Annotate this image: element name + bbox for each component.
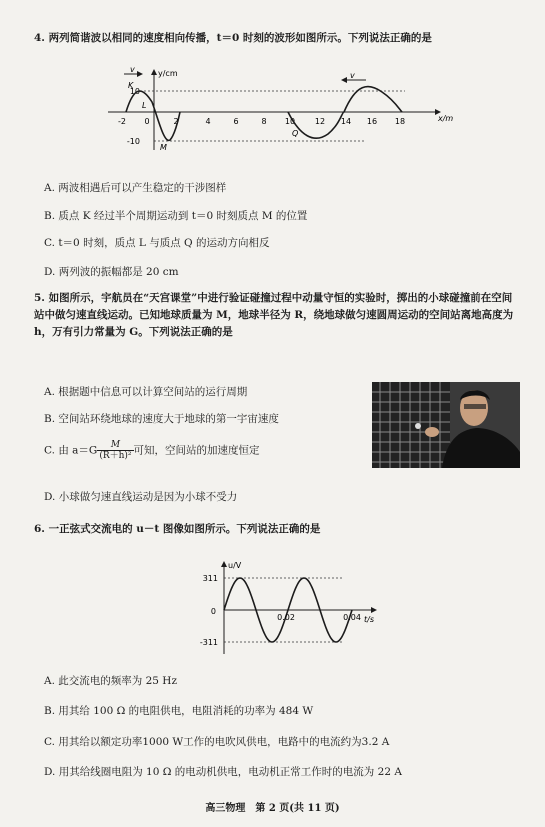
astronaut-photo bbox=[372, 382, 520, 468]
q5-option-a: A. 根据题中信息可以计算空间站的运行周期 bbox=[44, 386, 248, 398]
x-tick: 2 bbox=[173, 117, 179, 126]
x-tick: 4 bbox=[205, 117, 211, 126]
q6-option-c: C. 用其给以额定功率1000 W工作的电吹风供电，电路中的电流约为3.2 A bbox=[44, 736, 390, 748]
x-tick: 12 bbox=[314, 117, 326, 126]
t-axis-label: t/s bbox=[364, 615, 374, 624]
point-m-label: M bbox=[160, 143, 167, 152]
wave-figure bbox=[100, 64, 460, 154]
y-axis-label: y/cm bbox=[158, 69, 178, 78]
u-tick-0: 0 bbox=[210, 607, 216, 616]
question-6-stem: 6. 一正弦式交流电的 u－t 图像如图所示。下列说法正确的是 bbox=[34, 523, 321, 535]
q5-option-d: D. 小球做匀速直线运动是因为小球不受力 bbox=[44, 491, 238, 503]
left-wave bbox=[126, 91, 180, 140]
x-axis-label: x/m bbox=[438, 114, 454, 123]
q5-option-c-suffix: 可知，空间站的加速度恒定 bbox=[133, 444, 260, 457]
q6-option-b: B. 用其给 100 Ω 的电阻供电，电阻消耗的功率为 484 W bbox=[44, 705, 314, 717]
point-q-label: Q bbox=[292, 129, 299, 138]
q4-option-a: A. 两波相遇后可以产生稳定的干涉图样 bbox=[44, 182, 227, 194]
velocity-label-right: v bbox=[350, 71, 355, 80]
x-tick: 6 bbox=[233, 117, 239, 126]
q4-option-c: C. t＝0 时刻，质点 L 与质点 Q 的运动方向相反 bbox=[44, 237, 270, 249]
q4-option-b: B. 质点 K 经过半个周期运动到 t＝0 时刻质点 M 的位置 bbox=[44, 210, 308, 222]
q5-option-c-prefix: C. 由 a＝G bbox=[44, 444, 98, 457]
y-tick-neg10: -10 bbox=[126, 137, 140, 146]
ac-voltage-figure bbox=[186, 556, 386, 656]
astronaut-photo-image bbox=[372, 382, 520, 468]
question-4-stem: 4. 两列简谐波以相同的速度相向传播，t＝0 时刻的波形如图所示。下列说法正确的是 bbox=[34, 32, 432, 44]
formula-fraction bbox=[97, 440, 133, 461]
point-k-label: K bbox=[128, 81, 134, 90]
q5-option-b: B. 空间站环绕地球的速度大于地球的第一宇宙速度 bbox=[44, 413, 279, 425]
u-tick-neg311: -311 bbox=[199, 638, 218, 647]
q4-option-d: D. 两列波的振幅都是 20 cm bbox=[44, 266, 179, 278]
fraction-denominator: (R＋h)² bbox=[99, 451, 132, 461]
t-tick-004: 0.04 bbox=[343, 613, 361, 622]
q5-option-c bbox=[44, 440, 260, 461]
x-tick: 16 bbox=[366, 117, 378, 126]
page-footer: 高三物理 第 2 页(共 11 页) bbox=[205, 803, 340, 814]
x-tick: 0 bbox=[144, 117, 150, 126]
x-tick: 8 bbox=[261, 117, 267, 126]
t-tick-002: 0.02 bbox=[277, 613, 295, 622]
point-l-label: L bbox=[142, 101, 147, 110]
x-tick: 10 bbox=[284, 117, 296, 126]
velocity-label-left: v bbox=[130, 65, 135, 74]
u-axis-label: u/V bbox=[228, 561, 242, 570]
x-tick: 18 bbox=[394, 117, 406, 126]
u-tick-311: 311 bbox=[202, 574, 218, 583]
q6-option-d: D. 用其给线圈电阻为 10 Ω 的电动机供电，电动机正常工作时的电流为 22 A bbox=[44, 766, 402, 778]
question-5-stem: 5. 如图所示，宇航员在“天宫课堂”中进行验证碰撞过程中动量守恒的实验时，掷出的小球碰撞前在空间站中做匀速直线运动。已知地球质量为 M，地球半径为 R，绕地球做匀速圆周运动的空间站离地高度为 h，万有引力常量为 G。下列说法正确的是 bbox=[34, 292, 514, 338]
y-tick-10: 10 bbox=[129, 87, 140, 96]
q6-option-a: A. 此交流电的频率为 25 Hz bbox=[44, 675, 177, 687]
x-tick: 14 bbox=[340, 117, 352, 126]
fraction-numerator: M bbox=[97, 440, 133, 451]
x-tick: -2 bbox=[118, 117, 126, 126]
